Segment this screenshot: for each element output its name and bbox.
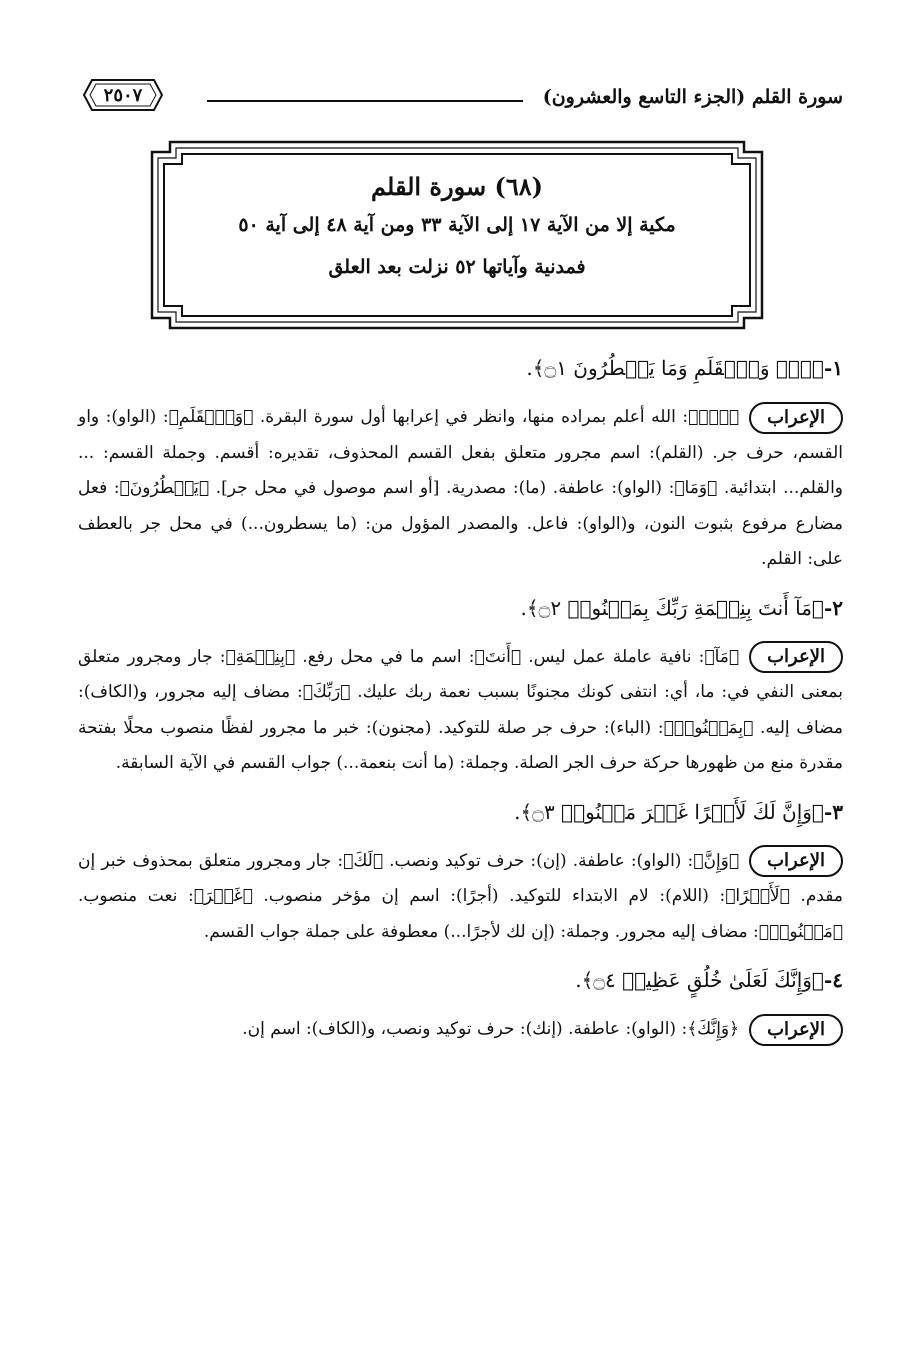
surah-title-box bbox=[150, 140, 764, 330]
page-number-text: ٢٥٠٧ bbox=[103, 84, 143, 106]
ayah-1 bbox=[78, 352, 843, 384]
running-header bbox=[82, 78, 843, 122]
irab-badge: الإعراب bbox=[749, 641, 843, 673]
ayah-4 bbox=[78, 964, 843, 996]
surah-info-line-1: مكية إلا من الآية ١٧ إلى الآية ٣٣ ومن آية ٤٨ إلى آية ٥٠ bbox=[238, 214, 676, 236]
ayah-text: ﴿مَآ أَنتَ بِنِعۡمَةِ رَبِّكَ بِمَجۡنُونٖ ۝٢﴾. bbox=[520, 595, 824, 620]
ayah-text: ﴿وَإِنَّكَ لَعَلَىٰ خُلُقٍ عَظِيمٖ ۝٤﴾. bbox=[575, 968, 824, 992]
ayah-text: ﴿وَإِنَّ لَكَ لَأَجۡرًا غَيۡرَ مَمۡنُونٖ ۝٣﴾. bbox=[514, 799, 824, 824]
irab-text: ﴿مَآ﴾: نافية عاملة عمل ليس. ﴿أَنتَ﴾: اسم ما في محل رفع. ﴿بِنِعۡمَةِ﴾: جار ومجرور متعلق بمعنى النفي في: ما، أي: انتفى كونك مجنونًا بسبب نعمة ربك عليك. ﴿رَبِّكَ﴾: مضاف إليه مجرور، و(الكاف): مضاف إليه. ﴿بِمَجۡنُونٖ﴾: (الباء): حرف جر صلة للتوكيد. (مجنون): خبر ما مجرور لفظًا منصوب محلًا بفتحة مقدرة منع من ظهورها حركة حرف الجر الصلة. وجملة: (ما أنت بنعمة...) جواب القسم في الآية السابقة. bbox=[78, 646, 843, 773]
ayah-2 bbox=[78, 592, 843, 624]
irab-text: ﴿وَإِنَّ﴾: (الواو): عاطفة. (إن): حرف توكيد ونصب. ﴿لَكَ﴾: جار ومجرور متعلق بمحذوف خبر إن مقدم. ﴿لَأَجۡرًا﴾: (اللام): لام الابتداء للتوكيد. (أجرًا): اسم إن مؤخر منصوب. ﴿غَيۡرَ﴾: نعت منصوب. ﴿مَمۡنُونٖ﴾: مضاف إليه مجرور. وجملة: (إن لك لأجرًا...) معطوفة على جملة جواب القسم. bbox=[78, 850, 843, 942]
ayah-number: ٣- bbox=[823, 799, 843, 824]
ayah-number: ٢- bbox=[823, 595, 843, 620]
ayah-3 bbox=[78, 796, 843, 828]
irab-2 bbox=[78, 640, 843, 782]
surah-info-line-2: فمدنية وآياتها ٥٢ نزلت بعد العلق bbox=[328, 256, 586, 278]
irab-badge: الإعراب bbox=[749, 1014, 843, 1046]
irab-badge: الإعراب bbox=[749, 402, 843, 434]
ayah-number: ١- bbox=[823, 356, 843, 380]
header-rule bbox=[207, 100, 523, 102]
irab-text: ﴿نٓۚ﴾: الله أعلم بمراده منها، وانظر في إعرابها أول سورة البقرة. ﴿وَٱلۡقَلَمِ﴾: (الواو): واو القسم، حرف جر. (القلم): اسم مجرور متعلق بفعل القسم المحذوف، تقديره: أقسم. وجملة القسم: ... والقلم... ابتدائية. ﴿وَمَا﴾: (الواو): عاطفة. (ما): مصدرية. [أو اسم موصول في محل جر]. ﴿يَسۡطُرُونَ﴾: فعل مضارع مرفوع بثبوت النون، و(الواو): فاعل. والمصدر المؤول من: (ما يسطرون...) في محل جر بالعطف على: القلم. bbox=[78, 407, 843, 569]
page-number bbox=[82, 78, 164, 112]
ayah-text: ﴿نٓۚ وَٱلۡقَلَمِ وَمَا يَسۡطُرُونَ ۝١﴾. bbox=[526, 356, 824, 380]
ayah-number: ٤- bbox=[823, 968, 843, 992]
irab-text: ﴿وَإِنَّكَ﴾: (الواو): عاطفة. (إنك): حرف توكيد ونصب، و(الكاف): اسم إن. bbox=[242, 1019, 740, 1039]
irab-3 bbox=[78, 844, 843, 951]
irab-badge: الإعراب bbox=[749, 845, 843, 877]
running-title: سورة القلم (الجزء التاسع والعشرون) bbox=[542, 86, 843, 108]
surah-title: (٦٨) سورة القلم bbox=[371, 172, 543, 201]
irab-4 bbox=[78, 1012, 843, 1048]
irab-1 bbox=[78, 400, 843, 578]
page-content bbox=[78, 352, 843, 1062]
